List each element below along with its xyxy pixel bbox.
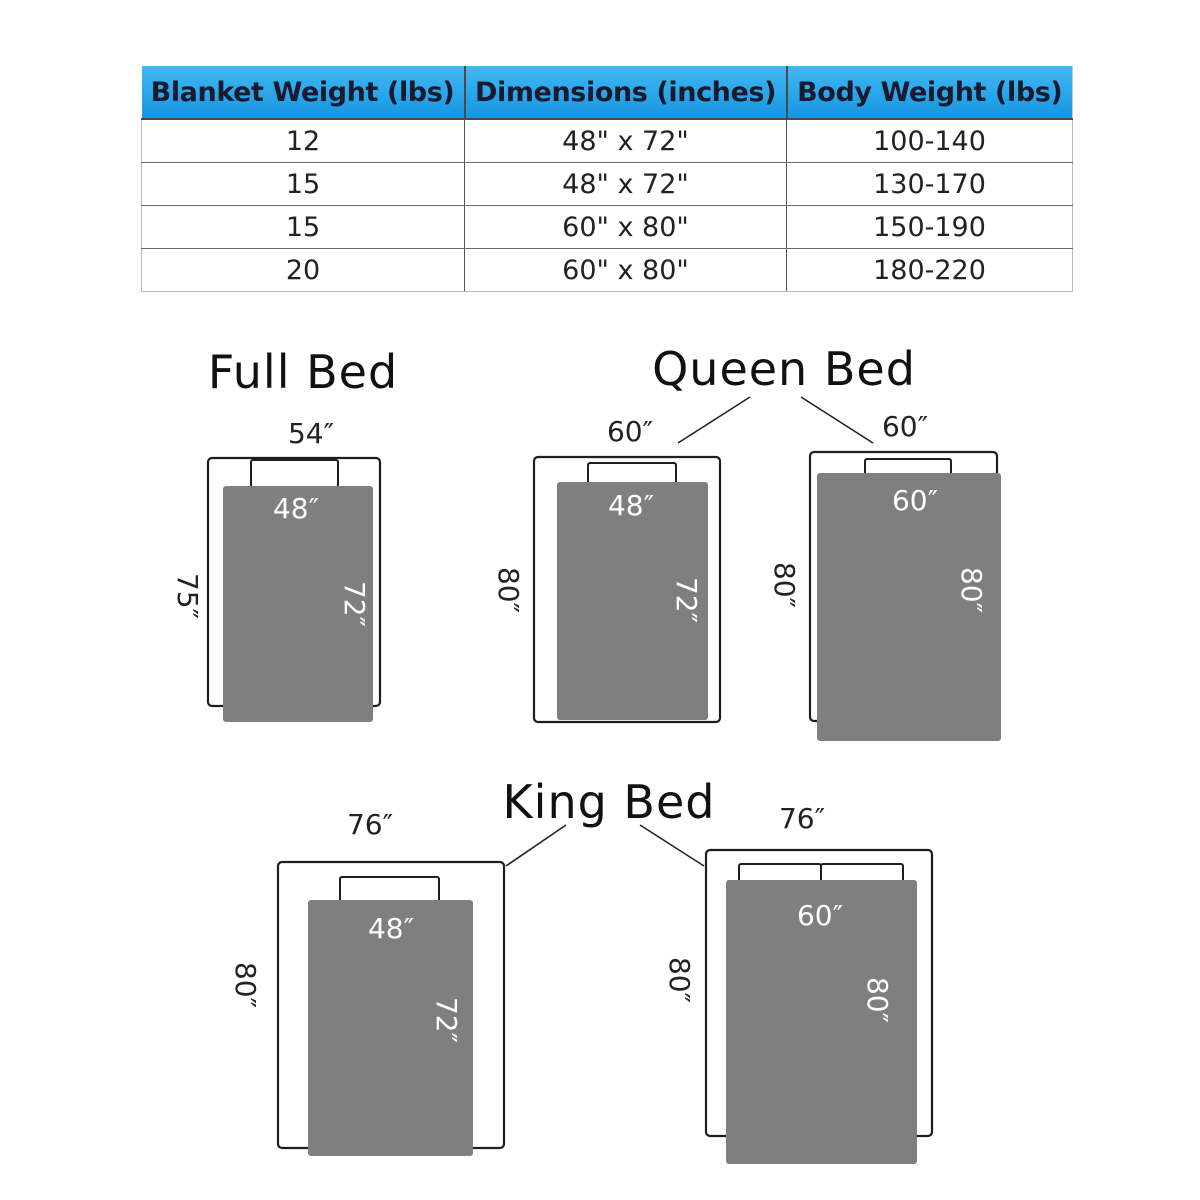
queen-bed-group	[492, 342, 1001, 741]
queen-bed-title: Queen Bed	[652, 342, 916, 396]
blanket-weight-cell: 15	[142, 163, 465, 206]
queen-a-bed-length-label: 80″	[492, 566, 525, 614]
king-b-bed-length-label: 80″	[663, 956, 696, 1004]
full-bed-length-label: 75″	[171, 572, 204, 620]
queen-option-b	[768, 410, 1001, 741]
blanket-weight-cell: 12	[142, 119, 465, 163]
king-option-b	[663, 802, 932, 1164]
king-option-a	[229, 808, 504, 1156]
header-blanket-weight: Blanket Weight (lbs)	[142, 66, 465, 119]
queen-b-bed-length-label: 80″	[768, 561, 801, 609]
king-a-blanket-width-label: 48″	[367, 912, 415, 945]
queen-leader-line-left	[678, 397, 750, 443]
full-bed-title: Full Bed	[207, 345, 399, 399]
queen-b-bed-width-label: 60″	[881, 410, 929, 443]
dimensions-cell: 48" x 72"	[465, 119, 787, 163]
full-bed-width-label: 54″	[287, 417, 335, 450]
full-blanket-width-label: 48″	[272, 492, 320, 525]
body-weight-cell: 130-170	[787, 163, 1073, 206]
blanket-weight-cell: 20	[142, 249, 465, 292]
full-bed-pillow	[251, 460, 338, 487]
queen-a-blanket-length-label: 72″	[670, 576, 703, 624]
blanket-weight-cell: 15	[142, 206, 465, 249]
queen-b-blanket-length-label: 80″	[955, 566, 988, 614]
king-a-blanket-length-label: 72″	[430, 996, 463, 1044]
dimensions-cell: 60" x 80"	[465, 249, 787, 292]
king-bed-title: King Bed	[502, 775, 716, 829]
header-dimensions: Dimensions (inches)	[465, 66, 787, 119]
body-weight-cell: 180-220	[787, 249, 1073, 292]
king-b-bed-width-label: 76″	[778, 802, 826, 835]
body-weight-cell: 150-190	[787, 206, 1073, 249]
dimensions-cell: 60" x 80"	[465, 206, 787, 249]
king-leader-line-left	[506, 825, 566, 866]
king-b-blanket-length-label: 80″	[861, 976, 894, 1024]
header-body-weight: Body Weight (lbs)	[787, 66, 1073, 119]
king-a-bed-length-label: 80″	[229, 961, 262, 1009]
dimensions-cell: 48" x 72"	[465, 163, 787, 206]
king-bed-group	[229, 775, 932, 1164]
queen-leader-line-right	[801, 397, 873, 443]
body-weight-cell: 100-140	[787, 119, 1073, 163]
king-a-bed-pillow	[340, 877, 439, 904]
king-leader-line-right	[640, 825, 704, 866]
full-blanket-length-label: 72″	[338, 580, 371, 628]
queen-option-a	[492, 415, 720, 722]
queen-b-blanket-width-label: 60″	[891, 484, 939, 517]
king-a-bed-width-label: 76″	[346, 808, 394, 841]
king-b-blanket-width-label: 60″	[796, 899, 844, 932]
full-bed-group	[171, 345, 398, 722]
queen-a-bed-pillow	[588, 463, 676, 485]
queen-a-bed-width-label: 60″	[606, 415, 654, 448]
queen-a-blanket-width-label: 48″	[607, 489, 655, 522]
